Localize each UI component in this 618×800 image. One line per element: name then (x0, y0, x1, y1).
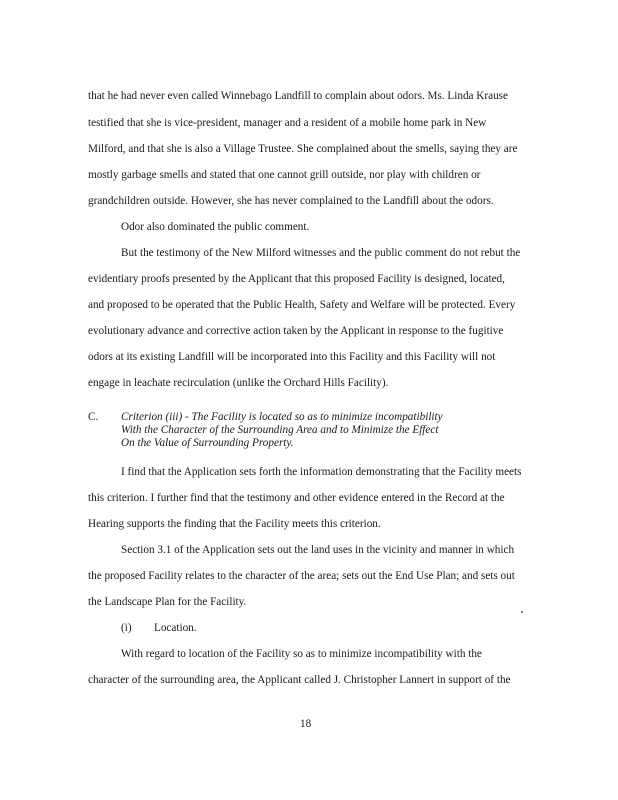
text-line: evidentiary proofs presented by the Applicant that this proposed Facility is designed, located, (88, 273, 505, 285)
text-line: With regard to location of the Facility so as to minimize incompatibility with the (121, 648, 482, 660)
text-line: Milford, and that she is also a Village Trustee. She complained about the smells, saying they are (88, 143, 518, 155)
text-line: and proposed to be operated that the Public Health, Safety and Welfare will be protected. Every (88, 299, 516, 311)
text-line: grandchildren outside. However, she has never complained to the Landfill about the odors. (88, 195, 494, 207)
text-line: the Landscape Plan for the Facility. (88, 596, 247, 608)
text-line: the proposed Facility relates to the character of the area; sets out the End Use Plan; and sets out (88, 570, 515, 582)
text-line: odors at its existing Landfill will be incorporated into this Facility and this Facility will not (88, 351, 496, 363)
scan-speck (521, 611, 523, 613)
text-line: But the testimony of the New Milford witnesses and the public comment do not rebut the (121, 247, 521, 259)
text-line: Odor also dominated the public comment. (121, 221, 310, 233)
text-line: character of the surrounding area, the Applicant called J. Christopher Lannert in support of the (88, 674, 511, 686)
page-number: 18 (300, 718, 312, 730)
text-line: testified that she is vice-president, manager and a resident of a mobile home park in New (88, 117, 487, 129)
text-line: that he had never even called Winnebago Landfill to complain about odors. Ms. Linda Krause (88, 90, 508, 102)
text-line: evolutionary advance and corrective action taken by the Applicant in response to the fugitive (88, 325, 504, 337)
subsection-label: (i) (121, 622, 132, 634)
text-line: Hearing supports the finding that the Facility meets this criterion. (88, 518, 381, 530)
text-line: mostly garbage smells and stated that one cannot grill outside, nor play with children or (88, 169, 481, 181)
text-line: Section 3.1 of the Application sets out the land uses in the vicinity and manner in which (121, 544, 515, 556)
section-heading: On the Value of Surrounding Property. (121, 437, 294, 449)
section-heading: Criterion (iii) - The Facility is located so as to minimize incompatibility (121, 411, 443, 423)
section-label: C. (88, 411, 99, 423)
section-heading: With the Character of the Surrounding Area and to Minimize the Effect (121, 424, 439, 436)
text-line: this criterion. I further find that the testimony and other evidence entered in the Record at the (88, 492, 505, 504)
text-line: I find that the Application sets forth the information demonstrating that the Facility meets (121, 466, 522, 478)
text-line: engage in leachate recirculation (unlike the Orchard Hills Facility). (88, 377, 389, 389)
subsection-title: Location. (154, 622, 197, 634)
